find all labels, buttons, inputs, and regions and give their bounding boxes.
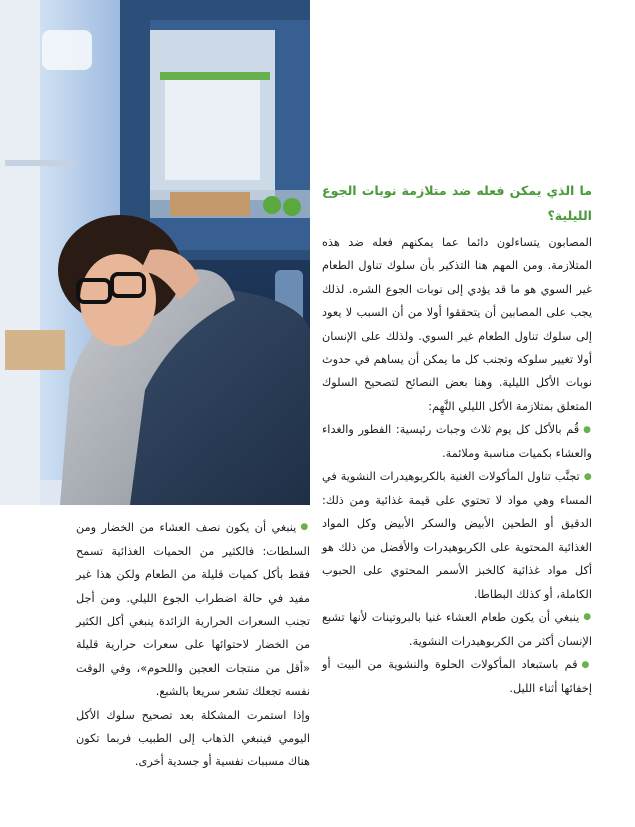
tip-item: ● تجنَّب تناول المأكولات الغنية بالكربوهيدرات النشوية في المساء وهي مواد لا تحتوي على قيمة غذائية ومن ذلك: الدقيق أو الطحين الأبيض والسكر الأبيض وكل المواد الغذائية المحتوية على الكربوهيدرات والأفضل من ذلك هو أكل مواد غذائية كالخبز الأسمر المحتوي على الحبوب الكاملة، أو كذلك البطاطا. (322, 465, 592, 606)
closing-paragraph: وإذا استمرت المشكلة بعد تصحيح سلوك الأكل اليومي فينبغي الذهاب إلى الطبيب فربما تكون هناك مسببات نفسية أو جسدية أخرى. (76, 708, 310, 769)
intro-paragraph: المصابون يتساءلون دائما عما يمكنهم فعله ضد هذه المتلازمة. ومن المهم هنا التذكير بأن سلوك تناول الطعام غير السوي هو ما قد يؤدي إلى نوبات الجوع الشره. لذلك يجب على المصابين أن يتحققوا أولا من أن السبب لا يعود إلى سلوك تناول الطعام غير السوي. ولذلك على الإنسان أولا تغيير سلوكه وتجنب كل ما يمكن أن يساهم في حدوث نوبات الأكل الليلية. وهنا بعض النصائح لتصحيح السلوك المتعلق بمتلازمة الأكل الليلي النَّهِم: (322, 236, 592, 413)
tip-item: ● قُم بالأكل كل يوم ثلاث وجبات رئيسية: الفطور والغداء والعشاء بكميات مناسبة وملائمة. (322, 418, 592, 465)
section-heading: ما الذي يمكن فعله ضد متلازمة نوبات الجوع الليلية؟ (322, 183, 592, 223)
tip-item: ● ينبغي أن يكون نصف العشاء من الخضار ومن السلطات: فالكثير من الحميات الغذائية تسمح فقط بأكل كميات قليلة من الطعام ولكن هذا غير مفيد في حالة اضطراب الجوع الليلي. ومن أجل تجنب السعرات الحرارية الزائدة ينبغي أكل الكثير من الخضار لاحتوائها على سعرات حرارية قليلة «أقل من منتجات العجين واللحوم»، وفي الوقت نفسه تجعلك تشعر سريعا بالشبع. (76, 516, 310, 704)
tip-item: ● قم باستبعاد المأكولات الحلوة والنشوية من البيت أو إخفائها أثناء الليل. (322, 653, 592, 700)
article-column-left (76, 516, 310, 774)
article-photo (0, 0, 310, 505)
article-column-right (322, 231, 592, 700)
tip-item: ● ينبغي أن يكون طعام العشاء غنيا بالبروتينات لأنها تشبع الإنسان أكثر من الكربوهيدرات النشوية. (322, 606, 592, 653)
woman-at-fridge-illustration (0, 0, 310, 505)
